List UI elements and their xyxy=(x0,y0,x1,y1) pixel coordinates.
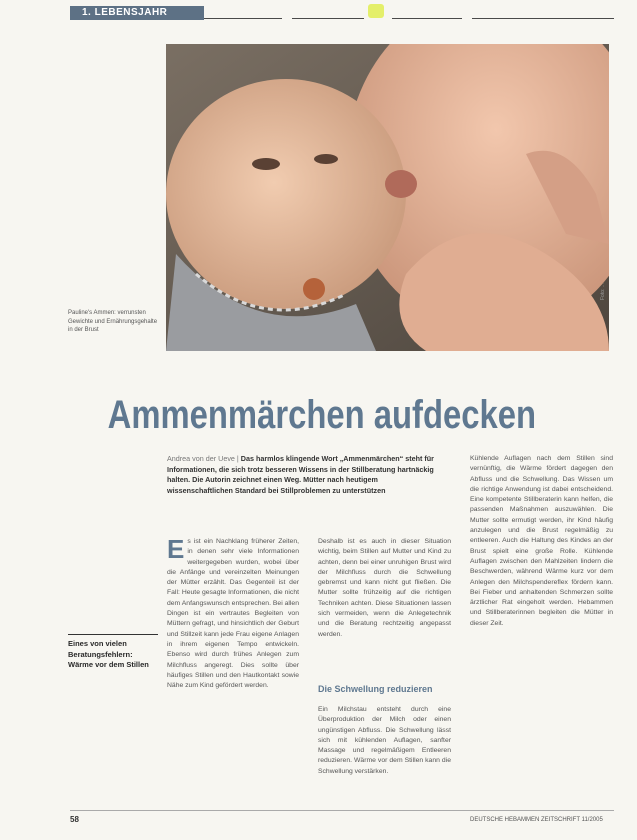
pull-quote: Eines von vielen Beratungsfehlern: Wärme vor dem Stillen xyxy=(68,639,149,669)
article-lead xyxy=(167,454,437,496)
author-name: Andrea von der Ueve | xyxy=(167,454,239,463)
photo-caption: Pauline's Ammen: verrunsten Gewichte und Ernährungsgehalte in der Brust xyxy=(68,310,158,333)
pull-quote-box xyxy=(68,634,158,671)
body-column-3: Kühlende Auflagen nach dem Stillen sind vernünftig, die Wärme fördert dagegen den Abfluss und die Schwellung. Das Wissen um die richtige Anwendung ist dabei entscheidend. Eine kompetente Stillberaterin kann helfen, die passenden Maßnahmen auszuwählen. Die Mutter sollte ermutigt werden, ihr Kind häufig anzulegen und die Brust regelmäßig zu entleeren. Auch die Haltung des Kindes an der Brust spielt eine große Rolle. Kühlende Auflagen zwischen den Mahlzeiten lindern die Beschwerden, während Wärme kurz vor dem Anlegen den Milchspendereflex fördern kann. Bei Fieber und anhaltenden Schmerzen sollte ärztlicher Rat eingeholt werden. Hebammen und Stillberaterinnen begleiten die Mütter in dieser Zeit. xyxy=(470,455,613,627)
article-photo xyxy=(166,44,609,351)
header-rule xyxy=(472,18,614,19)
header-rule xyxy=(292,18,364,19)
body-column-2-continued: Ein Milchstau entsteht durch eine Überproduktion der Milch oder einen ungünstigen Abfluss. Die Schwellung lässt sich mit kühlenden Auflagen, sanfter Massage und regelmäßigem Entleeren reduzieren. Wärme vor dem Stillen kann die Schwellung verstärken. xyxy=(318,706,451,775)
page-number: 58 xyxy=(70,815,79,824)
article-headline: Ammenmärchen aufdecken xyxy=(107,393,537,437)
body-column-1 xyxy=(167,534,299,691)
section-header xyxy=(70,6,614,20)
body-column-2: Deshalb ist es auch in dieser Situation wichtig, beim Stillen auf Mutter und Kind zu achten, denn bei einer unruhigen Brust wird der Milchfluss durch die Schwellung gebremst und kann nicht gut fließen. Die Mutter sollte frühzeitig auf die richtigen Techniken achten. Diese Situationen lassen sich vermeiden, wenn die Anlegetechnik und die Beratung rechtzeitig angepasst werden. xyxy=(318,538,451,638)
journal-footer: DEUTSCHE HEBAMMEN ZEITSCHRIFT 11/2005 xyxy=(470,817,603,823)
section-title: 1. LEBENSJAHR xyxy=(82,7,168,18)
photo-credit: Foto: ... xyxy=(600,283,606,300)
lead-text: Das harmlos klingende Wort „Ammenmärchen“ steht für Informationen, die sich trotz besseren Wissens in der Stillberatung hartnäckig halten. Die Autorin zeichnet einen Weg. Mütter nach heutigem wissenschaftlichen Standard bei Stillproblemen zu unterstützen xyxy=(167,454,434,495)
header-rule xyxy=(392,18,462,19)
section-subhead: Die Schwellung reduzieren xyxy=(318,684,433,694)
column-1-text: s ist ein Nachklang früherer Zeiten, in denen sehr viele Informationen weitergegeben wurden, wobei über die Anfänge und vereinzelten Meinungen der Mütter erzählt. Das Gegenteil ist der Fall: Heute gesagte Informationen, die nicht dem Anfangswunsch entsprechen. Bei allen Dingen ist ein vertrautes Begleiten von Müttern gefragt, und hinsichtlich der Geburt und Stillzeit kann jede Frau eigene Anlagen in ihrem eigenen Tempo entwickeln. Ebenso wird durch frühes Anlegen zum Milchfluss angeregt. Dies sollte über häufiges Stillen und den Hautkontakt sowie Nähe zum Kind gefördert werden. xyxy=(167,538,299,690)
footer-rule xyxy=(70,810,614,811)
drop-cap: E xyxy=(167,534,185,564)
header-rule xyxy=(204,18,282,19)
highlight-mark xyxy=(368,4,384,18)
